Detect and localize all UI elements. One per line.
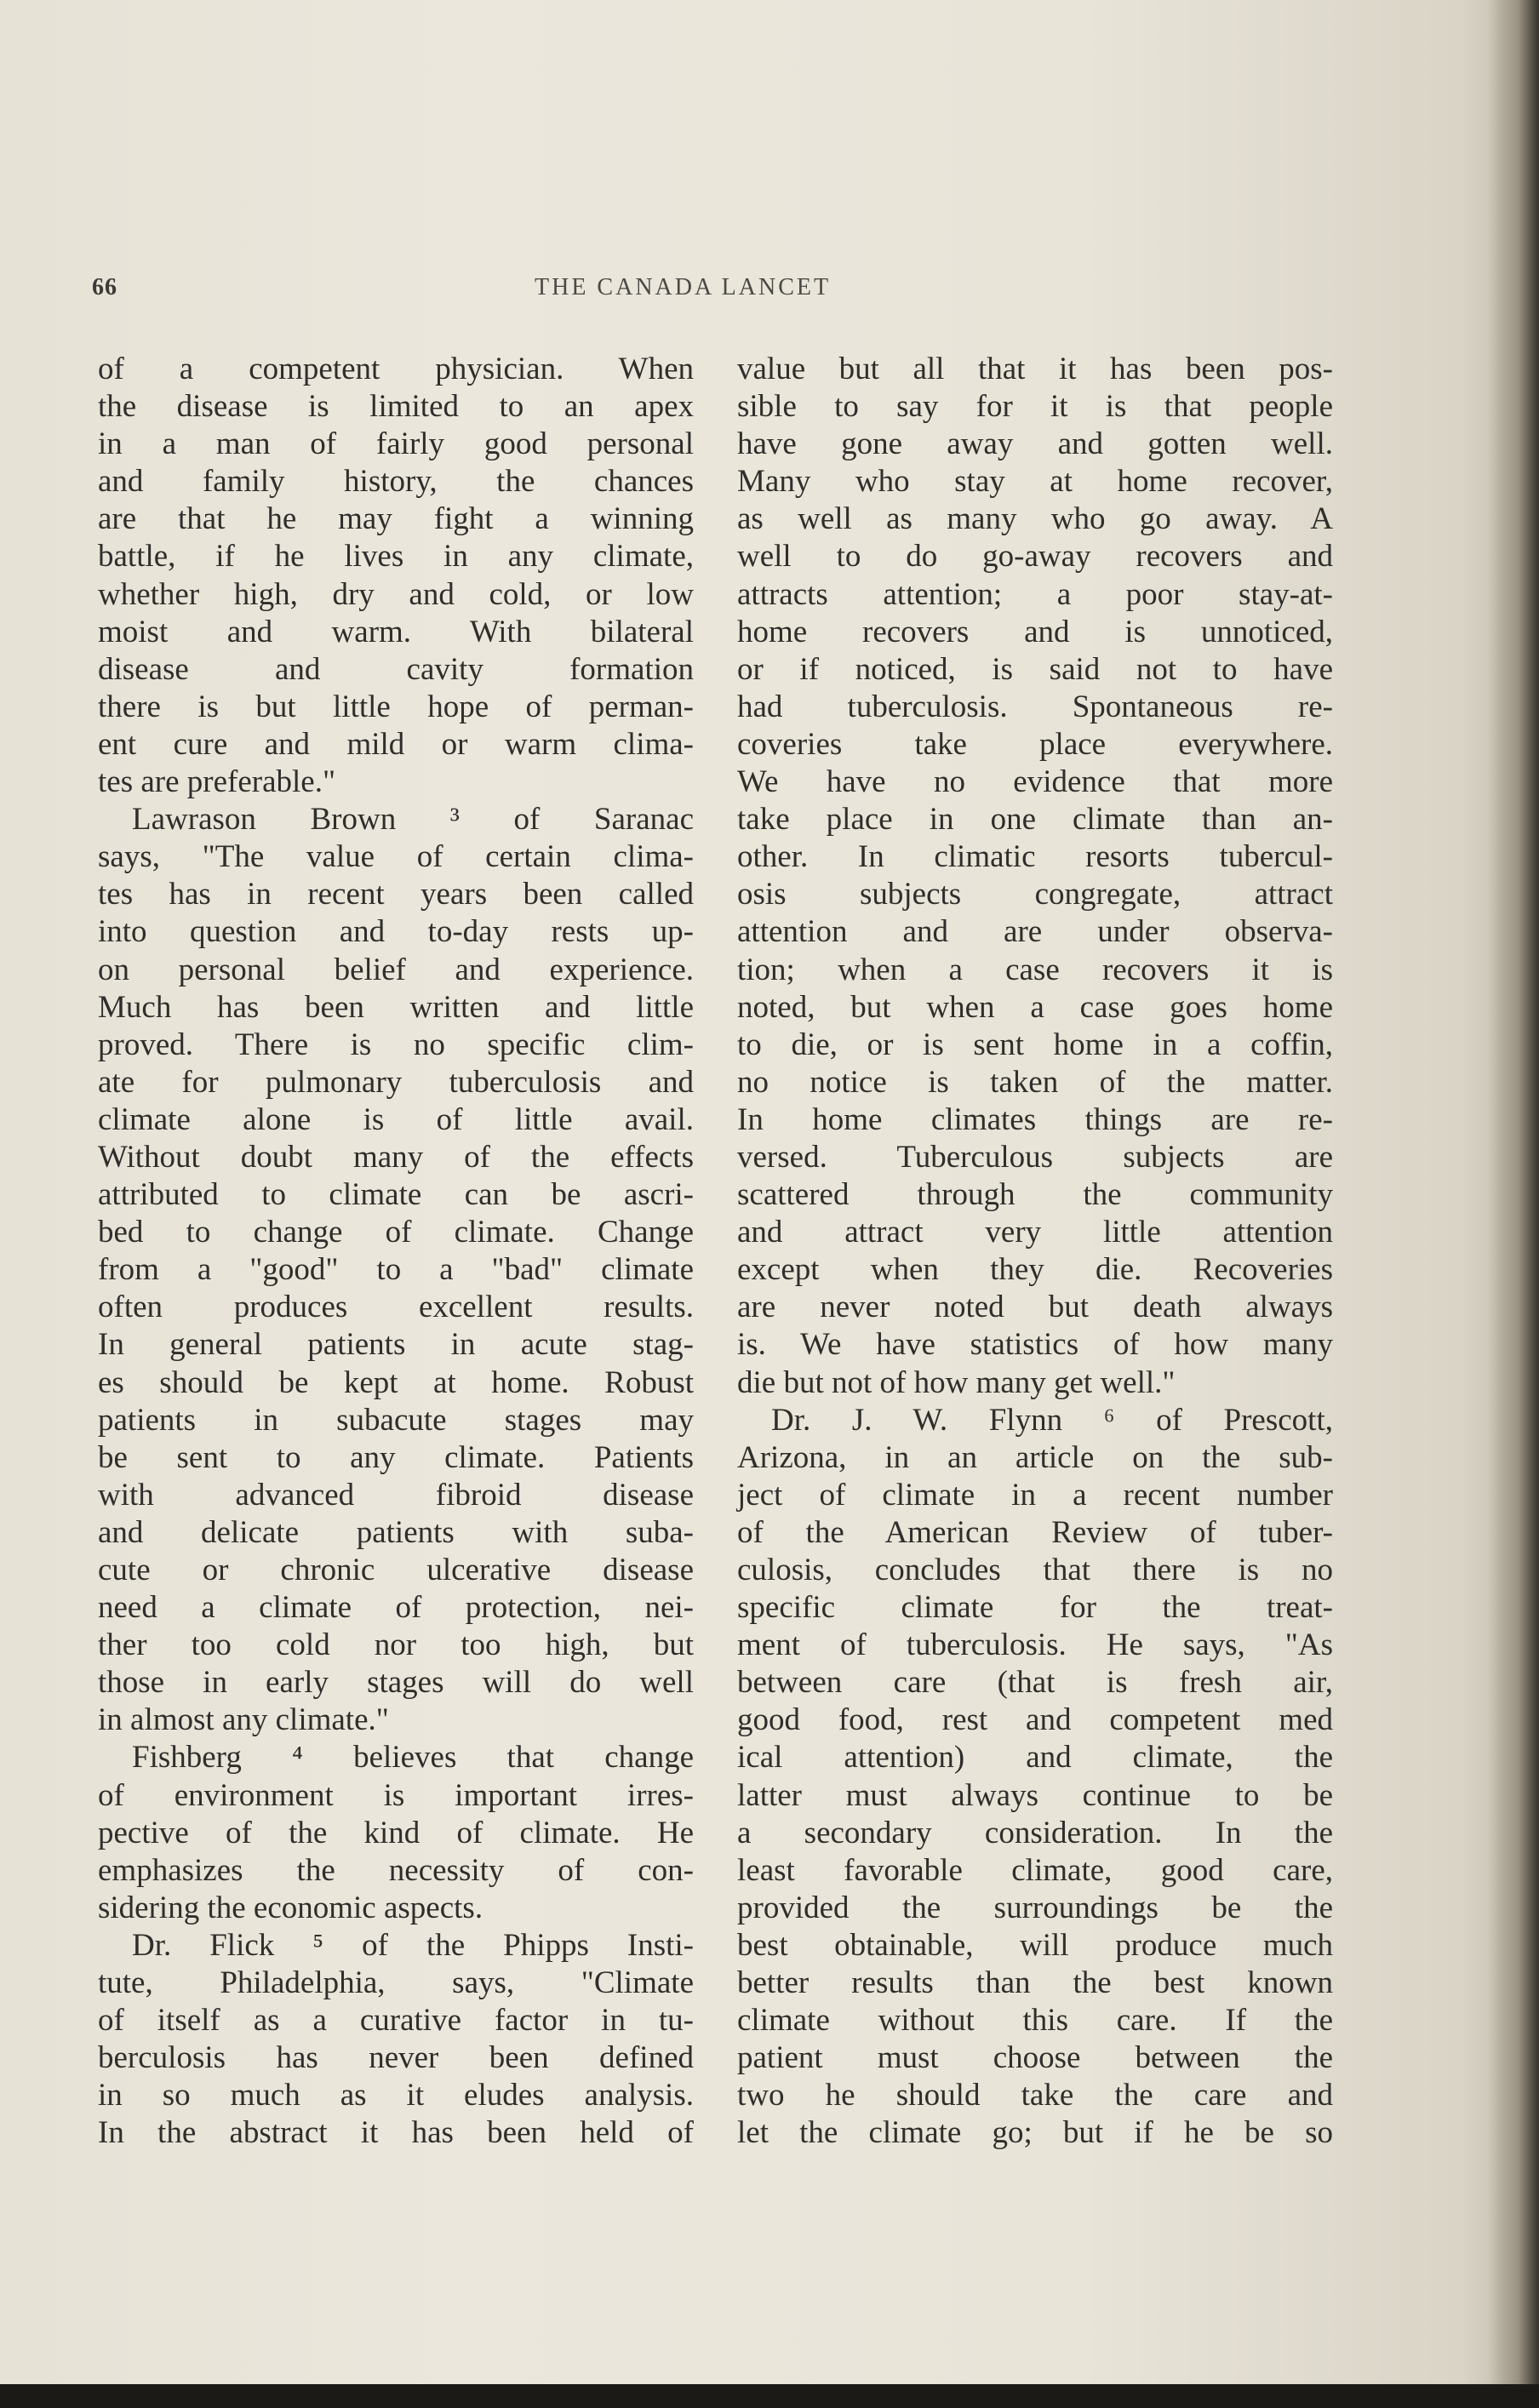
text-line: latter must always continue to be [737,1777,1333,1813]
text-line: are never noted but death always [737,1290,1333,1325]
text-line: two he should take the care and [737,2078,1333,2113]
text-line: tes has in recent years been called [98,877,694,912]
running-head [92,274,1335,308]
text-line: Without doubt many of the effects [98,1139,694,1175]
text-line: and attract very little attention [737,1215,1333,1250]
text-line: of itself as a curative factor in tu- [98,2003,694,2039]
text-line: of a competent physician. When [98,352,694,386]
text-line: attracts attention; a poor stay-at- [737,576,1333,612]
text-column-right [737,351,1333,2153]
text-line: climate alone is of little avail. [98,1101,694,1137]
text-line: pective of the kind of climate. He [98,1815,694,1850]
text-line: battle, if he lives in any climate, [98,539,694,575]
text-line: in a man of fairly good personal [98,426,694,462]
text-line: provided the surroundings be the [737,1890,1333,1925]
text-column-left [98,351,694,2153]
text-line: whether high, dry and cold, or low [98,576,694,612]
page-spine-shadow [1488,0,1539,2408]
text-line: ent cure and mild or warm clima- [98,726,694,762]
text-line: scattered through the community [737,1177,1333,1213]
text-line: except when they die. Recoveries [737,1252,1333,1288]
text-line: other. In climatic resorts tubercul- [737,839,1333,875]
text-line: bed to change of climate. Change [98,1215,694,1250]
text-line: ical attention) and climate, the [737,1740,1333,1776]
text-line: says, "The value of certain clima- [98,839,694,875]
text-line: and delicate patients with suba- [98,1514,694,1550]
text-line: have gone away and gotten well. [737,426,1333,462]
text-line: on personal belief and experience. [98,952,694,987]
text-line: tute, Philadelphia, says, "Climate [98,1965,694,2001]
text-line: to die, or is sent home in a coffin, [737,1027,1333,1062]
text-line: of environment is important irres- [98,1777,694,1813]
text-line: attention and are under observa- [737,914,1333,950]
text-line: In the abstract it has been held of [98,2115,694,2151]
text-line: Many who stay at home recover, [737,464,1333,500]
text-line: ment of tuberculosis. He says, "As [737,1627,1333,1663]
text-line: had tuberculosis. Spontaneous re- [737,689,1333,724]
page-bottom-edge [0,2384,1539,2408]
text-line: versed. Tuberculous subjects are [737,1139,1333,1175]
text-line: Fishberg ⁴ believes that change [132,1740,694,1776]
text-line: or if noticed, is said not to have [737,651,1333,687]
text-line: best obtainable, will produce much [737,1927,1333,1963]
text-line: let the climate go; but if he be so [737,2115,1333,2151]
text-line: tes are preferable." [98,764,336,800]
text-line: disease and cavity formation [98,651,694,687]
text-line: patient must choose between the [737,2040,1333,2076]
text-line: and family history, the chances [98,464,694,500]
text-line: those in early stages will do well [98,1665,694,1701]
text-line: home recovers and is unnoticed, [737,614,1333,649]
text-line: be sent to any climate. Patients [98,1439,694,1475]
text-line: need a climate of protection, nei- [98,1590,694,1626]
text-line: culosis, concludes that there is no [737,1553,1333,1587]
text-line: moist and warm. With bilateral [98,614,694,649]
text-line: die but not of how many get well." [737,1364,1176,1400]
text-line: Dr. J. W. Flynn ⁶ of Prescott, [771,1402,1333,1438]
text-line: tion; when a case recovers it is [737,952,1333,987]
text-line: In general patients in acute stag- [98,1327,694,1363]
text-line: the disease is limited to an apex [98,389,694,425]
text-line: is. We have statistics of how many [737,1327,1333,1363]
page-number: 66 [92,274,117,300]
text-line: in almost any climate." [98,1702,389,1738]
text-line: patients in subacute stages may [98,1402,694,1438]
text-line: Dr. Flick ⁵ of the Phipps Insti- [132,1927,694,1963]
text-line: climate without this care. If the [737,2003,1333,2039]
text-line: In home climates things are re- [737,1101,1333,1137]
text-line: attributed to climate can be ascri- [98,1177,694,1213]
text-line: no notice is taken of the matter. [737,1064,1333,1100]
text-line: es should be kept at home. Robust [98,1364,694,1400]
text-line: often produces excellent results. [98,1290,694,1325]
text-line: well to do go-away recovers and [737,539,1333,575]
text-line: better results than the best known [737,1965,1333,2001]
text-line: least favorable climate, good care, [737,1852,1333,1888]
text-line: Arizona, in an article on the sub- [737,1439,1333,1475]
text-line: ther too cold nor too high, but [98,1627,694,1663]
text-line: ject of climate in a recent number [737,1477,1333,1513]
text-line: are that he may fight a winning [98,501,694,537]
text-line: sible to say for it is that people [737,389,1333,425]
text-line: with advanced fibroid disease [98,1477,694,1513]
text-line: We have no evidence that more [737,764,1333,800]
text-line: in so much as it eludes analysis. [98,2078,694,2113]
text-line: proved. There is no specific clim- [98,1027,694,1062]
journal-title: THE CANADA LANCET [535,274,832,300]
text-line: there is but little hope of perman- [98,689,694,724]
text-line: Lawrason Brown ³ of Saranac [132,802,694,838]
text-line: ate for pulmonary tuberculosis and [98,1064,694,1100]
text-line: into question and to-day rests up- [98,914,694,950]
text-line: a secondary consideration. In the [737,1815,1333,1850]
text-line: cute or chronic ulcerative disease [98,1553,694,1587]
text-line: noted, but when a case goes home [737,989,1333,1025]
text-line: emphasizes the necessity of con- [98,1852,694,1888]
text-line: coveries take place everywhere. [737,726,1333,762]
text-line: osis subjects congregate, attract [737,877,1333,912]
text-line: Much has been written and little [98,989,694,1025]
text-line: good food, rest and competent med [737,1702,1333,1738]
text-line: sidering the economic aspects. [98,1890,483,1925]
text-line: specific climate for the treat- [737,1590,1333,1626]
text-line: as well as many who go away. A [737,501,1333,537]
text-line: between care (that is fresh air, [737,1665,1333,1701]
text-line: from a "good" to a "bad" climate [98,1252,694,1288]
text-line: take place in one climate than an- [737,802,1333,838]
text-line: berculosis has never been defined [98,2040,694,2076]
text-line: of the American Review of tuber- [737,1514,1333,1550]
text-line: value but all that it has been pos- [737,352,1333,386]
